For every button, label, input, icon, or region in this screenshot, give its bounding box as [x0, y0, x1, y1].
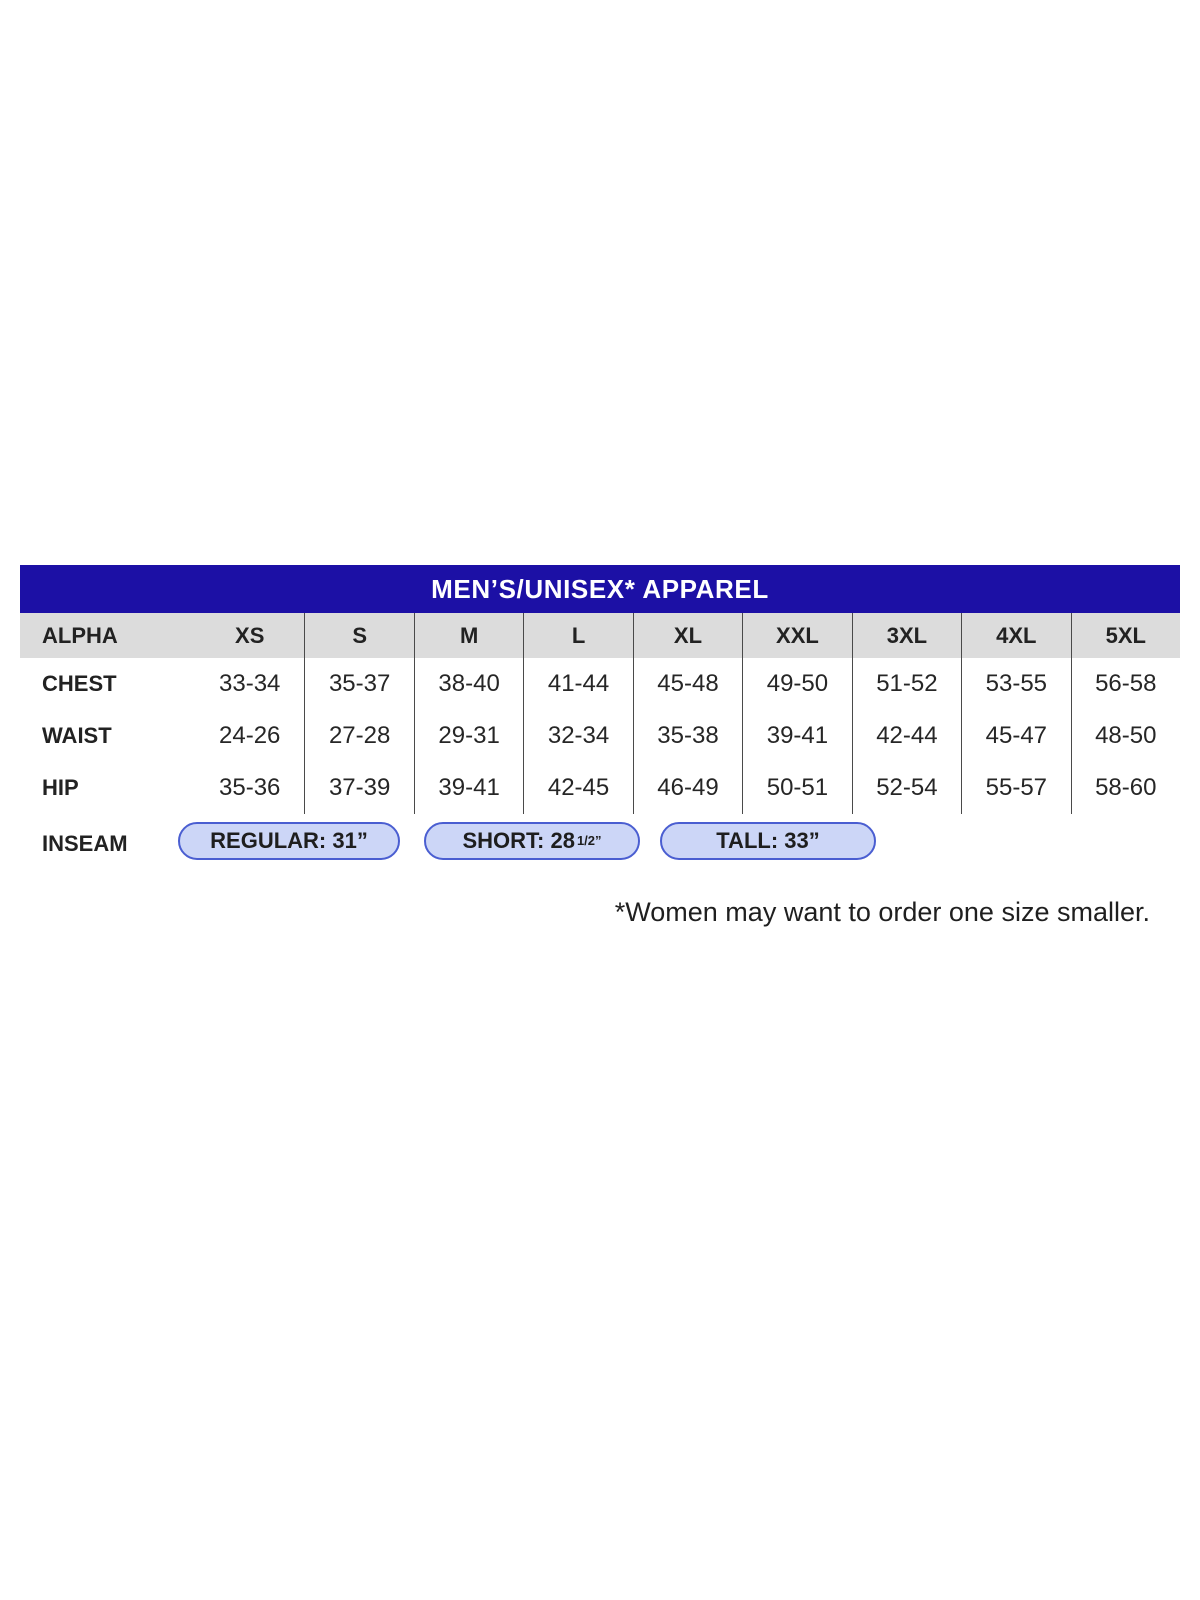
table-cell: 35-36: [219, 774, 281, 801]
table-cell: 45-47: [961, 710, 1070, 762]
table-cell: 53-55: [961, 658, 1070, 710]
column-header-xs: XS: [195, 613, 304, 658]
column-header-4xl: 4XL: [961, 613, 1070, 658]
table-cell: 45-48: [633, 658, 742, 710]
column-header-s: S: [304, 613, 413, 658]
table-cell: 38-40: [414, 658, 523, 710]
inseam-short-pill[interactable]: SHORT: 28 1/2”: [424, 822, 640, 860]
table-title: MEN’S/UNISEX* APPAREL: [431, 573, 769, 604]
pill-label: REGULAR: 31”: [210, 828, 368, 853]
column-header-l: L: [523, 613, 632, 658]
inseam-tall-pill[interactable]: [660, 822, 876, 860]
table-cell: 48-50: [1071, 710, 1180, 762]
table-cell: 58-60: [1071, 762, 1180, 814]
table-cell: 50-51: [742, 762, 851, 814]
size-grid: [20, 613, 1180, 814]
table-cell: 52-54: [852, 762, 961, 814]
table-cell: 27-28: [304, 710, 413, 762]
size-chart-table: [20, 565, 1180, 874]
row-label-chest: CHEST: [42, 671, 117, 696]
row-label-hip: HIP: [42, 775, 79, 800]
column-header-xxl: XXL: [742, 613, 851, 658]
table-cell: 46-49: [633, 762, 742, 814]
column-header-5xl: 5XL: [1071, 613, 1180, 658]
table-cell: 24-26: [219, 722, 281, 749]
pill-label: SHORT: 28: [462, 828, 575, 853]
table-cell: 33-34: [219, 670, 281, 697]
table-cell: 55-57: [961, 762, 1070, 814]
inseam-regular-pill[interactable]: [178, 822, 400, 860]
pill-label: TALL: 33”: [716, 828, 820, 853]
table-cell: 35-38: [633, 710, 742, 762]
table-cell: 37-39: [304, 762, 413, 814]
inseam-row-label: INSEAM: [42, 831, 128, 856]
table-cell: 39-41: [742, 710, 851, 762]
column-header-3xl: 3XL: [852, 613, 961, 658]
table-cell: 51-52: [852, 658, 961, 710]
table-cell: 42-44: [852, 710, 961, 762]
column-header-alpha: ALPHA: [20, 613, 195, 658]
table-cell: 56-58: [1071, 658, 1180, 710]
table-cell: 42-45: [523, 762, 632, 814]
table-cell: 35-37: [304, 658, 413, 710]
row-label-waist: WAIST: [42, 723, 112, 748]
table-cell: 29-31: [414, 710, 523, 762]
inseam-row: [20, 814, 1180, 874]
table-cell: 49-50: [742, 658, 851, 710]
table-title-bar: [20, 565, 1180, 613]
table-cell: 32-34: [523, 710, 632, 762]
footnote: *Women may want to order one size smaller.: [614, 897, 1150, 927]
table-cell: 39-41: [414, 762, 523, 814]
column-header-m: M: [414, 613, 523, 658]
column-header-xl: XL: [633, 613, 742, 658]
table-cell: 41-44: [523, 658, 632, 710]
